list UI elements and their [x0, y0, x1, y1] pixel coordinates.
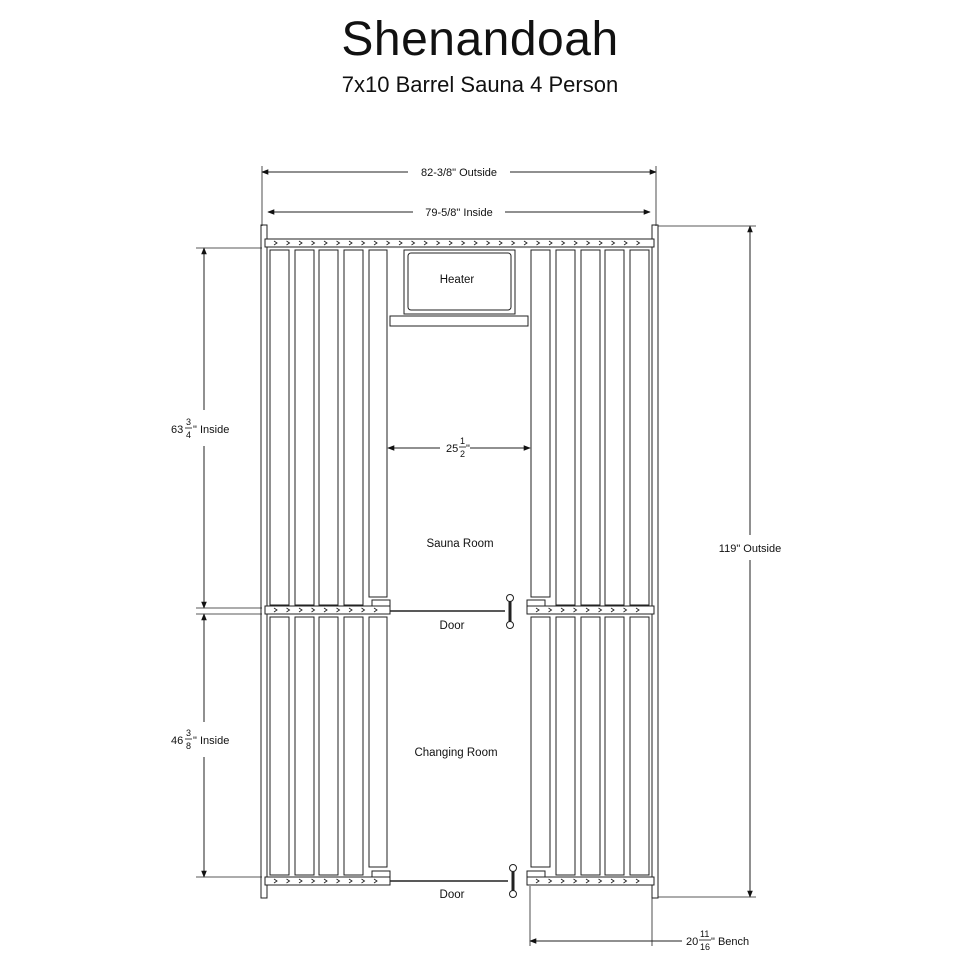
svg-text:20: 20 [686, 936, 699, 948]
sauna-bench-stave-right [630, 250, 649, 605]
heater-base-shelf [390, 316, 528, 326]
sauna-bench-edge-right [531, 250, 550, 597]
sauna-bench-stave-left [270, 250, 289, 605]
outside-width-label: 82-3/8" Outside [420, 167, 498, 179]
sauna-bench-stave-left [344, 250, 363, 605]
svg-text:8: 8 [186, 741, 192, 751]
changing-bench-stave-left [295, 617, 314, 875]
inner-door-label: Door [439, 620, 465, 632]
sauna-bench-stave-left [295, 250, 314, 605]
svg-text:63: 63 [171, 424, 184, 436]
svg-text:" Inside: " Inside [193, 735, 230, 747]
svg-text:" Bench: " Bench [711, 936, 750, 948]
changing-bench-stave-right [556, 617, 575, 875]
svg-text:3: 3 [186, 417, 192, 427]
bottom-wall-band-right [527, 877, 654, 885]
bench-width-label [686, 929, 749, 952]
diagram-title: Shenandoah [341, 13, 619, 66]
top-wall-band [265, 239, 654, 247]
sauna-bench-stave-left [319, 250, 338, 605]
barrel-staves [270, 250, 649, 875]
svg-text:": " [466, 443, 470, 455]
svg-text:16: 16 [700, 942, 711, 952]
svg-text:11: 11 [700, 929, 710, 939]
changing-room-label: Changing Room [414, 747, 498, 759]
changing-bench-stave-left [319, 617, 338, 875]
diagram-subtitle: 7x10 Barrel Sauna 4 Person [341, 72, 619, 97]
right-end-post [652, 225, 658, 898]
outer-door-handle [510, 865, 517, 898]
changing-bench-stave-right [581, 617, 600, 875]
aisle-width-label [446, 436, 470, 459]
inner-door-handle [507, 595, 514, 629]
left-end-post [261, 225, 267, 898]
outside-length-label: 119" Outside [718, 543, 782, 555]
sauna-bench-stave-right [581, 250, 600, 605]
svg-text:" Inside: " Inside [193, 424, 230, 436]
middle-wall-band-right [527, 606, 654, 614]
inner-door-jamb-left [372, 600, 390, 606]
sauna-room-label: Sauna Room [426, 538, 494, 550]
outer-door-jamb-left [372, 871, 390, 877]
svg-text:46: 46 [171, 735, 184, 747]
changing-length-label [171, 728, 229, 751]
heater-label: Heater [439, 274, 475, 286]
svg-text:1: 1 [460, 436, 466, 446]
changing-bench-stave-right [630, 617, 649, 875]
inner-door-jamb-right [527, 600, 545, 606]
changing-bench-stave-right [605, 617, 624, 875]
sauna-length-label [171, 417, 229, 440]
svg-text:25: 25 [446, 443, 459, 455]
sauna-bench-stave-right [556, 250, 575, 605]
changing-bench-edge-right [531, 617, 550, 867]
sauna-bench-stave-right [605, 250, 624, 605]
changing-bench-stave-left [344, 617, 363, 875]
svg-text:4: 4 [186, 430, 192, 440]
outer-door-label: Door [439, 889, 465, 901]
changing-bench-edge-left [369, 617, 387, 867]
sauna-bench-edge-left [369, 250, 387, 597]
svg-text:2: 2 [460, 449, 466, 459]
svg-text:3: 3 [186, 728, 192, 738]
outer-door-jamb-right [527, 871, 545, 877]
changing-bench-stave-left [270, 617, 289, 875]
inside-width-label: 79-5/8" Inside [425, 207, 493, 219]
